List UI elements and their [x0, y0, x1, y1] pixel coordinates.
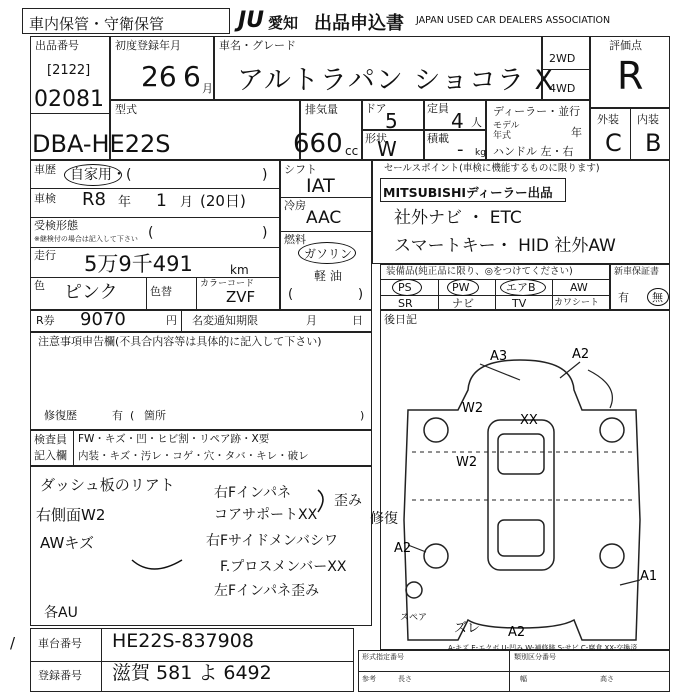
note-side-2: 修復: [370, 511, 398, 527]
mark-w2-lower: W2: [456, 455, 478, 470]
fuel-label: 燃料: [284, 233, 306, 246]
chassis-number: HE22S-837908: [112, 630, 254, 652]
shift-label: シフト: [284, 163, 317, 176]
mileage-unit: km: [230, 263, 249, 277]
load-value: -: [457, 139, 464, 160]
equipment-label: 装備品(純正品に限り、◎をつけてください): [386, 266, 573, 277]
person-unit: 人: [471, 116, 482, 129]
shape-label: 形状: [365, 132, 387, 145]
name-change-month: 月: [306, 314, 317, 327]
grade-value: R: [617, 54, 644, 98]
inspection-day: (20日): [200, 192, 246, 210]
dealer-stamp-text: MITSUBISHIディーラー出品: [383, 185, 553, 200]
note-right-5: 左Fインパネ歪み: [214, 583, 320, 599]
association-name: 愛知: [268, 14, 299, 32]
diagram-legend: A-キズ E-エクボ U-凹み W-補修跡 S-サビ C-腐食 XX-交換済: [448, 644, 638, 652]
yen-unit: 円: [166, 314, 177, 327]
shift-value: IAT: [306, 175, 335, 197]
mark-a3: A3: [490, 349, 508, 364]
ac-label: 冷房: [284, 199, 306, 212]
new-car-yes: 有: [618, 291, 629, 304]
first-reg-label: 初度登録年月: [115, 39, 181, 52]
equip-aw: AW: [570, 281, 588, 294]
mark-zure: ズレ: [454, 621, 481, 636]
color-code-label: カラーコード: [200, 279, 255, 289]
capacity-value: 4: [451, 109, 464, 133]
repair-value: 有: [112, 409, 123, 422]
equip-airbag: エアB: [506, 281, 536, 294]
inspection-label: 車検: [34, 192, 56, 205]
dealer-label: ディーラー・並行: [493, 105, 581, 118]
ju-mark: JU: [238, 8, 265, 33]
note-side-1: 歪み: [334, 493, 362, 509]
model-year-label2: 年式: [493, 131, 512, 141]
car-name: アルトラパン ショコラ X: [237, 65, 555, 96]
mark-xx: XX: [520, 413, 538, 428]
selling-points-label: セールスポイント(車検に機能するものに限ります): [384, 163, 600, 174]
inspector-line-1: FW・キズ・凹・ヒビ割・リペア跡・X要: [78, 433, 270, 445]
name-change-day: 日: [352, 314, 363, 327]
note-right-1: 右Fインパネ: [214, 485, 292, 501]
mark-a1: A1: [640, 569, 658, 584]
new-car-no: 無: [652, 291, 663, 304]
inspection-month-unit: 月: [180, 195, 194, 210]
association-en: JAPAN USED CAR DEALERS ASSOCIATION: [416, 15, 611, 26]
kg-unit: kg: [475, 148, 486, 158]
fuel-gas: ガソリン: [304, 247, 353, 261]
equip-pw: PW: [452, 281, 470, 294]
repair-place: 箇所: [144, 409, 166, 422]
grade-label: 評価点: [609, 39, 642, 52]
mark-a2-bottom: A2: [508, 625, 526, 640]
note-right-3: 右Fサイドメンバシワ: [206, 533, 338, 549]
color-label: 色: [34, 279, 45, 292]
displacement-label: 排気量: [305, 103, 338, 116]
selling-point-2: スマートキー・ HID 社外AW: [394, 236, 616, 256]
reception-label: 受検形態: [34, 219, 78, 232]
color-code: ZVF: [226, 288, 256, 306]
spare-label: スペア: [400, 613, 428, 623]
ac-value: AAC: [306, 208, 342, 228]
record-label: 記入欄: [34, 449, 67, 462]
color-change-label: 色替: [150, 285, 172, 298]
lot-sub: [2122]: [47, 63, 91, 78]
exterior-grade: C: [605, 129, 622, 157]
model-year-label: モデル: [493, 121, 520, 131]
handle-label: ハンドル 左・右: [493, 145, 574, 158]
history-value: 自家用・(: [70, 167, 132, 183]
fuel-diesel: 軽 油: [314, 269, 342, 283]
note-left-3: AWキズ: [40, 534, 94, 552]
lot-label: 出品番号: [35, 39, 79, 52]
reg-number: 滋賀 581 よ 6492: [112, 662, 272, 684]
name-change-label: 名変通知期限: [192, 314, 258, 327]
lot-number: 02081: [34, 87, 104, 112]
car-name-label: 車名・グレード: [219, 39, 296, 52]
inspector-label: 検査員: [34, 433, 67, 446]
height-label: 高さ: [600, 675, 614, 683]
mileage-label: 走行: [34, 249, 56, 262]
chassis-label: 車台番号: [38, 637, 82, 650]
caution-label: 注意事項申告欄(不具合内容等は具体的に記入して下さい): [38, 335, 322, 348]
storage-type: 車内保管・守衛保管: [29, 15, 165, 33]
capacity-label: 定員: [427, 102, 449, 115]
inspection-month: 1: [156, 191, 167, 211]
interior-label: 内装: [637, 113, 659, 126]
equip-tv: TV: [512, 297, 527, 310]
recycle-label: R券: [36, 314, 55, 327]
reg-label: 登録番号: [38, 669, 82, 682]
category-label: 類別区分番号: [514, 653, 556, 661]
mark-a2-left: A2: [394, 541, 412, 556]
model-year-unit: 年: [571, 126, 582, 139]
month-unit: 月: [202, 82, 213, 95]
note-right-2: コアサポートXX: [214, 507, 318, 523]
first-reg-year: 26: [141, 60, 177, 93]
shape-value: W: [377, 137, 397, 161]
mileage-value: 5万9千491: [84, 252, 193, 276]
selling-point-1: 社外ナビ ・ ETC: [394, 208, 522, 228]
color-value: ピンク: [64, 282, 118, 303]
model-label: 型式: [115, 103, 137, 116]
drive-2wd: 2WD: [549, 52, 576, 65]
history-label: 車歴: [34, 163, 56, 176]
note-right-4: F.プロスメンバーXX: [220, 559, 347, 575]
form-title: 出品申込書: [314, 13, 404, 34]
equip-navi: ナビ: [452, 297, 474, 310]
model-code: DBA-HE22S: [32, 130, 171, 158]
displacement: 660: [293, 129, 343, 159]
exterior-label: 外装: [597, 113, 619, 126]
width-label: 幅: [520, 675, 527, 683]
after-label: 後日記: [384, 313, 417, 326]
mark-a2-top: A2: [572, 347, 590, 362]
new-car-label: 新車保証書: [614, 267, 660, 277]
equip-ps: PS: [398, 281, 412, 294]
inspection-era: R8: [82, 189, 106, 210]
inspection-year-unit: 年: [118, 195, 132, 210]
recycle-amount: 9070: [80, 309, 126, 330]
note-left-2: 右側面W2: [36, 506, 106, 524]
drive-4wd: 4WD: [549, 82, 576, 95]
ref-label: 参考: [362, 675, 376, 683]
mark-w2-upper: W2: [462, 401, 484, 416]
reception-note: ※継検付の場合は記入して下さい: [34, 235, 138, 243]
interior-grade: B: [645, 129, 662, 157]
cc-unit: cc: [345, 144, 359, 158]
load-label: 積載: [427, 132, 449, 145]
repair-label: 修復歴: [44, 409, 77, 422]
specified-label: 形式指定番号: [362, 653, 404, 661]
doors-label: ドア: [365, 102, 387, 115]
length-label: 長さ: [398, 675, 412, 683]
equip-seat: カワシート: [554, 298, 600, 308]
inspector-line-2: 内装・キズ・汚レ・コゲ・穴・タバ・キレ・破レ: [78, 450, 309, 462]
first-reg-month: 6: [183, 60, 201, 93]
equip-sr: SR: [398, 297, 413, 310]
doors-value: 5: [385, 109, 398, 133]
note-left-1: ダッシュ板のリアト: [40, 476, 175, 494]
